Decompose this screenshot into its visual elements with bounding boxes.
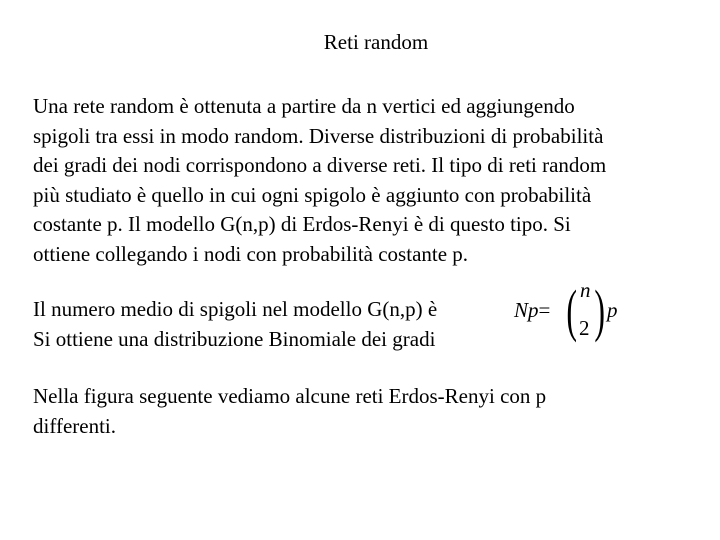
text-line: spigoli tra essi in modo random. Diverse distribuzioni di probabilità [33,123,604,148]
formula-binomial-bottom: 2 [579,316,590,340]
text-line: Il numero medio di spigoli nel modello G(n,p) è [33,297,438,321]
paragraph-intro [33,92,606,269]
paragraph-edges [33,295,437,354]
formula-factor-p: p [607,298,618,322]
text-line: Nella figura seguente vediamo alcune reti Erdos-Renyi con p [33,384,547,408]
formula-lhs [514,298,550,323]
formula-equals: = [538,298,551,322]
paragraph-figure-intro [33,382,546,441]
text-line: Si ottiene una distribuzione Binomiale dei gradi [33,326,436,351]
text-line: differenti. [33,413,116,438]
binomial-formula [514,276,624,346]
text-line: più studiato è quello in cui ogni spigolo è aggiunto con probabilità [33,182,592,207]
text-line: dei gradi dei nodi corrispondono a diverse reti. Il tipo di reti random [33,153,607,177]
text-line: costante p. Il modello G(n,p) di Erdos-Renyi è di questo tipo. Si [33,212,571,236]
formula-binomial-top: n [580,278,591,302]
slide-title: Reti random [323,30,429,54]
text-line: Una rete random è ottenuta a partire da n vertici ed aggiungendo [33,94,575,118]
formula-paren-right: ) [594,278,605,343]
formula-np: Np [514,298,539,322]
text-line: ottiene collegando i nodi con probabilità costante p. [33,241,469,266]
formula-paren-left: ( [566,278,577,343]
